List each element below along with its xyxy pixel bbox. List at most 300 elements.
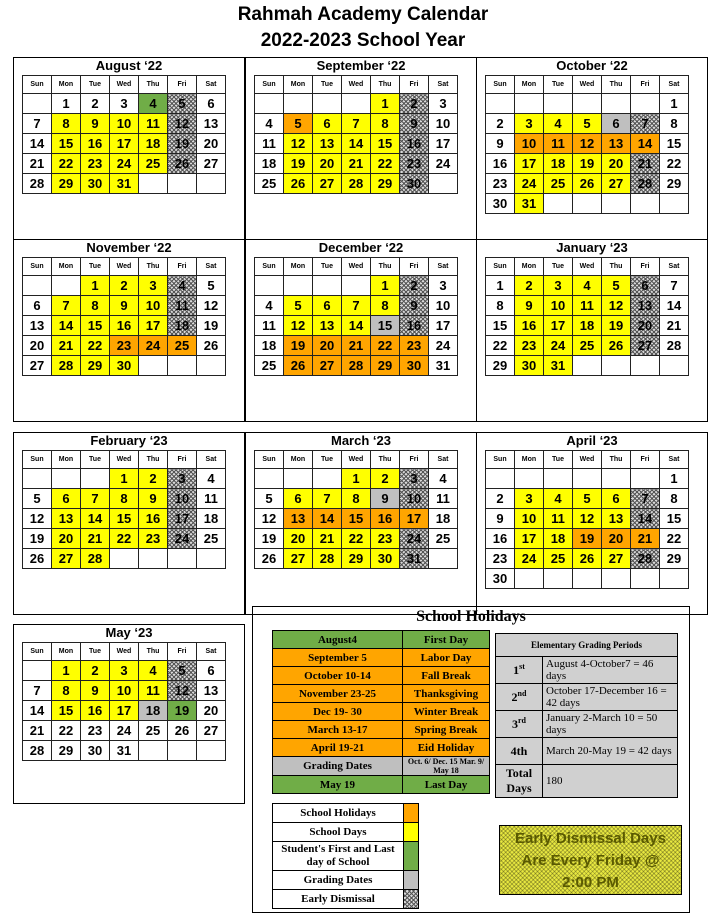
- month-title: March ‘23: [331, 433, 391, 448]
- day-cell: 7: [631, 114, 660, 134]
- holiday-name: Oct. 6/ Dec. 15 Mar. 9/ May 18: [403, 757, 490, 776]
- holiday-date: Grading Dates: [273, 757, 403, 776]
- day-cell: 6: [52, 489, 81, 509]
- month-table: [254, 257, 458, 376]
- day-cell: 11: [255, 316, 284, 336]
- month-4: [245, 239, 477, 422]
- legend-swatch: [404, 890, 419, 909]
- day-cell: 25: [197, 529, 226, 549]
- day-cell: 11: [429, 489, 458, 509]
- day-cell: [284, 94, 313, 114]
- day-cell: 19: [255, 529, 284, 549]
- grading-period-number: 3rd: [496, 711, 543, 738]
- day-cell: [23, 276, 52, 296]
- day-cell: 12: [168, 114, 197, 134]
- day-cell: 30: [81, 741, 110, 761]
- day-cell: 9: [486, 509, 515, 529]
- day-cell: 7: [313, 489, 342, 509]
- legend-label: Grading Dates: [273, 871, 404, 890]
- day-cell: 29: [660, 549, 689, 569]
- weekday-header: Tue: [544, 258, 573, 276]
- day-cell: 25: [168, 336, 197, 356]
- legend-swatch: [404, 804, 419, 823]
- day-cell: 19: [573, 154, 602, 174]
- day-cell: 18: [197, 509, 226, 529]
- day-cell: 13: [602, 509, 631, 529]
- day-cell: 7: [81, 489, 110, 509]
- day-cell: 13: [313, 316, 342, 336]
- day-cell: 17: [429, 316, 458, 336]
- day-cell: [313, 276, 342, 296]
- day-cell: 24: [515, 549, 544, 569]
- day-cell: [23, 661, 52, 681]
- day-cell: [284, 276, 313, 296]
- day-cell: 28: [313, 549, 342, 569]
- day-cell: 28: [52, 356, 81, 376]
- holiday-date: Dec 19- 30: [273, 703, 403, 721]
- day-cell: 18: [573, 316, 602, 336]
- day-cell: [515, 569, 544, 589]
- weekday-header: Fri: [631, 451, 660, 469]
- day-cell: 26: [197, 336, 226, 356]
- month-table: [22, 75, 226, 194]
- day-cell: 15: [110, 509, 139, 529]
- day-cell: 4: [573, 276, 602, 296]
- ordinal-suffix: nd: [517, 689, 527, 698]
- weekday-header: Tue: [81, 643, 110, 661]
- holiday-name: First Day: [403, 631, 490, 649]
- day-cell: 12: [284, 316, 313, 336]
- holiday-date: August4: [273, 631, 403, 649]
- day-cell: 22: [342, 529, 371, 549]
- weekday-header: Wed: [110, 258, 139, 276]
- day-cell: 25: [139, 721, 168, 741]
- legend-label: Early Dismissal: [273, 890, 404, 909]
- day-cell: 2: [81, 94, 110, 114]
- day-cell: 26: [284, 356, 313, 376]
- day-cell: [197, 741, 226, 761]
- weekday-header: Thu: [371, 76, 400, 94]
- day-cell: 15: [486, 316, 515, 336]
- day-cell: 15: [81, 316, 110, 336]
- day-cell: 20: [52, 529, 81, 549]
- day-cell: 6: [313, 296, 342, 316]
- day-cell: 17: [139, 316, 168, 336]
- day-cell: 26: [602, 336, 631, 356]
- day-cell: 10: [110, 681, 139, 701]
- day-cell: 6: [197, 661, 226, 681]
- day-cell: 8: [371, 114, 400, 134]
- day-cell: 1: [660, 469, 689, 489]
- weekday-header: Wed: [573, 76, 602, 94]
- total-days-label: Total Days: [496, 765, 543, 798]
- weekday-header: Thu: [602, 258, 631, 276]
- month-table: [485, 257, 689, 376]
- holiday-date: September 5: [273, 649, 403, 667]
- day-cell: 16: [139, 509, 168, 529]
- day-cell: 26: [168, 154, 197, 174]
- day-cell: 11: [139, 681, 168, 701]
- day-cell: [544, 469, 573, 489]
- day-cell: 13: [313, 134, 342, 154]
- day-cell: 21: [660, 316, 689, 336]
- weekday-header: Thu: [371, 258, 400, 276]
- day-cell: 17: [168, 509, 197, 529]
- day-cell: 27: [602, 174, 631, 194]
- holiday-name: Eid Holiday: [403, 739, 490, 757]
- day-cell: 19: [23, 529, 52, 549]
- day-cell: 28: [631, 174, 660, 194]
- day-cell: 10: [429, 114, 458, 134]
- day-cell: 26: [168, 721, 197, 741]
- day-cell: 25: [544, 174, 573, 194]
- holiday-date: November 23-25: [273, 685, 403, 703]
- day-cell: 25: [139, 154, 168, 174]
- grading-period-range: August 4-October7 = 46 days: [543, 657, 678, 684]
- month-1: [245, 57, 477, 240]
- day-cell: 12: [284, 134, 313, 154]
- day-cell: 15: [371, 316, 400, 336]
- day-cell: 21: [631, 529, 660, 549]
- day-cell: 8: [81, 296, 110, 316]
- month-table: [485, 450, 689, 589]
- day-cell: 31: [110, 174, 139, 194]
- day-cell: [255, 469, 284, 489]
- weekday-header: Tue: [81, 451, 110, 469]
- weekday-header: Sun: [486, 258, 515, 276]
- day-cell: 11: [139, 114, 168, 134]
- day-cell: [429, 174, 458, 194]
- day-cell: 18: [255, 336, 284, 356]
- day-cell: 7: [342, 296, 371, 316]
- day-cell: 19: [284, 154, 313, 174]
- month-table: [22, 257, 226, 376]
- month-title: January ‘23: [556, 240, 628, 255]
- day-cell: 21: [52, 336, 81, 356]
- day-cell: 8: [52, 114, 81, 134]
- day-cell: 29: [81, 356, 110, 376]
- holiday-date: May 19: [273, 776, 403, 794]
- day-cell: 5: [284, 296, 313, 316]
- day-cell: 13: [52, 509, 81, 529]
- day-cell: [139, 741, 168, 761]
- day-cell: 9: [400, 114, 429, 134]
- day-cell: 20: [602, 154, 631, 174]
- day-cell: 19: [197, 316, 226, 336]
- holiday-name: Spring Break: [403, 721, 490, 739]
- holidays-title: School Holidays: [416, 608, 526, 625]
- day-cell: 28: [631, 549, 660, 569]
- day-cell: 18: [139, 134, 168, 154]
- day-cell: 3: [544, 276, 573, 296]
- weekday-header: Wed: [110, 76, 139, 94]
- day-cell: [342, 276, 371, 296]
- day-cell: 20: [313, 336, 342, 356]
- month-title: April ‘23: [566, 433, 618, 448]
- day-cell: 17: [515, 154, 544, 174]
- day-cell: [573, 356, 602, 376]
- day-cell: 5: [197, 276, 226, 296]
- day-cell: 12: [573, 134, 602, 154]
- day-cell: 14: [313, 509, 342, 529]
- weekday-header: Mon: [284, 76, 313, 94]
- weekday-header: Sat: [660, 258, 689, 276]
- day-cell: 19: [573, 529, 602, 549]
- day-cell: [573, 94, 602, 114]
- weekday-header: Mon: [284, 258, 313, 276]
- early-line-3: 2:00 PM: [562, 874, 619, 891]
- day-cell: 26: [23, 549, 52, 569]
- day-cell: 15: [371, 134, 400, 154]
- day-cell: 25: [573, 336, 602, 356]
- weekday-header: Thu: [371, 451, 400, 469]
- day-cell: 27: [631, 336, 660, 356]
- weekday-header: Sat: [197, 258, 226, 276]
- day-cell: 5: [573, 114, 602, 134]
- weekday-header: Tue: [313, 451, 342, 469]
- day-cell: [139, 356, 168, 376]
- day-cell: 17: [515, 529, 544, 549]
- day-cell: 30: [486, 569, 515, 589]
- day-cell: 4: [255, 114, 284, 134]
- day-cell: 23: [400, 154, 429, 174]
- day-cell: 23: [81, 721, 110, 741]
- day-cell: 26: [573, 174, 602, 194]
- day-cell: 9: [110, 296, 139, 316]
- day-cell: 7: [342, 114, 371, 134]
- day-cell: [23, 469, 52, 489]
- day-cell: 23: [139, 529, 168, 549]
- day-cell: [342, 94, 371, 114]
- day-cell: 7: [23, 681, 52, 701]
- day-cell: 21: [23, 721, 52, 741]
- day-cell: [515, 469, 544, 489]
- day-cell: [110, 549, 139, 569]
- weekday-header: Sat: [197, 451, 226, 469]
- day-cell: 5: [573, 489, 602, 509]
- day-cell: [81, 469, 110, 489]
- day-cell: 27: [197, 154, 226, 174]
- weekday-header: Fri: [400, 258, 429, 276]
- early-line-2: Are Every Friday @: [521, 852, 660, 869]
- day-cell: [660, 356, 689, 376]
- day-cell: [602, 94, 631, 114]
- day-cell: 3: [515, 114, 544, 134]
- holiday-name: Last Day: [403, 776, 490, 794]
- day-cell: 24: [429, 336, 458, 356]
- grading-period-range: October 17-December 16 = 42 days: [543, 684, 678, 711]
- weekday-header: Fri: [168, 76, 197, 94]
- month-title: October ‘22: [556, 58, 628, 73]
- day-cell: 22: [371, 154, 400, 174]
- weekday-header: Sat: [429, 258, 458, 276]
- weekday-header: Sun: [23, 451, 52, 469]
- day-cell: 30: [400, 174, 429, 194]
- day-cell: 4: [139, 94, 168, 114]
- day-cell: 1: [371, 276, 400, 296]
- day-cell: 23: [110, 336, 139, 356]
- day-cell: 20: [284, 529, 313, 549]
- day-cell: 14: [342, 134, 371, 154]
- month-2: [476, 57, 708, 240]
- day-cell: [631, 569, 660, 589]
- weekday-header: Sat: [197, 76, 226, 94]
- month-5: [476, 239, 708, 422]
- weekday-header: Wed: [342, 76, 371, 94]
- day-cell: 14: [660, 296, 689, 316]
- day-cell: 9: [515, 296, 544, 316]
- day-cell: 4: [429, 469, 458, 489]
- day-cell: 24: [139, 336, 168, 356]
- day-cell: [139, 174, 168, 194]
- weekday-header: Fri: [631, 76, 660, 94]
- day-cell: 1: [52, 661, 81, 681]
- day-cell: 18: [429, 509, 458, 529]
- day-cell: 2: [110, 276, 139, 296]
- month-table: [254, 450, 458, 569]
- day-cell: 22: [371, 336, 400, 356]
- weekday-header: Mon: [515, 451, 544, 469]
- day-cell: 18: [139, 701, 168, 721]
- day-cell: 3: [110, 94, 139, 114]
- weekday-header: Fri: [168, 451, 197, 469]
- weekday-header: Tue: [313, 76, 342, 94]
- day-cell: 2: [486, 489, 515, 509]
- day-cell: 17: [110, 134, 139, 154]
- day-cell: 22: [660, 154, 689, 174]
- day-cell: 16: [400, 134, 429, 154]
- day-cell: 31: [515, 194, 544, 214]
- day-cell: 27: [23, 356, 52, 376]
- day-cell: 8: [342, 489, 371, 509]
- day-cell: 16: [486, 529, 515, 549]
- day-cell: 25: [544, 549, 573, 569]
- legend-swatch: [404, 842, 419, 871]
- day-cell: 21: [313, 529, 342, 549]
- day-cell: [631, 94, 660, 114]
- day-cell: 1: [486, 276, 515, 296]
- weekday-header: Mon: [515, 258, 544, 276]
- day-cell: 14: [342, 316, 371, 336]
- day-cell: 14: [23, 134, 52, 154]
- weekday-header: Sun: [486, 76, 515, 94]
- day-cell: 2: [371, 469, 400, 489]
- day-cell: [52, 469, 81, 489]
- day-cell: [429, 549, 458, 569]
- day-cell: 13: [23, 316, 52, 336]
- day-cell: 9: [371, 489, 400, 509]
- day-cell: 1: [342, 469, 371, 489]
- day-cell: 29: [660, 174, 689, 194]
- day-cell: 14: [631, 509, 660, 529]
- day-cell: [168, 741, 197, 761]
- day-cell: 9: [139, 489, 168, 509]
- day-cell: 2: [515, 276, 544, 296]
- weekday-header: Fri: [631, 258, 660, 276]
- day-cell: 4: [168, 276, 197, 296]
- day-cell: 18: [544, 154, 573, 174]
- day-cell: 27: [602, 549, 631, 569]
- day-cell: 11: [168, 296, 197, 316]
- day-cell: 29: [52, 174, 81, 194]
- day-cell: 27: [313, 174, 342, 194]
- grading-title: Elementary Grading Periods: [496, 634, 678, 657]
- day-cell: 8: [486, 296, 515, 316]
- legend-label: School Holidays: [273, 804, 404, 823]
- day-cell: 2: [139, 469, 168, 489]
- month-table: [254, 75, 458, 194]
- day-cell: [544, 194, 573, 214]
- day-cell: 29: [486, 356, 515, 376]
- holiday-date: April 19-21: [273, 739, 403, 757]
- day-cell: 11: [197, 489, 226, 509]
- weekday-header: Mon: [52, 643, 81, 661]
- day-cell: 3: [429, 276, 458, 296]
- day-cell: 10: [515, 509, 544, 529]
- day-cell: 14: [52, 316, 81, 336]
- day-cell: 23: [400, 336, 429, 356]
- weekday-header: Mon: [284, 451, 313, 469]
- day-cell: 29: [52, 741, 81, 761]
- day-cell: 8: [660, 114, 689, 134]
- day-cell: 13: [197, 114, 226, 134]
- day-cell: 1: [52, 94, 81, 114]
- day-cell: [631, 194, 660, 214]
- grading-period-range: March 20-May 19 = 42 days: [543, 738, 678, 765]
- day-cell: 16: [81, 134, 110, 154]
- ordinal-suffix: st: [519, 662, 525, 671]
- day-cell: 2: [81, 661, 110, 681]
- weekday-header: Thu: [139, 643, 168, 661]
- day-cell: 15: [52, 701, 81, 721]
- day-cell: 24: [429, 154, 458, 174]
- day-cell: 27: [284, 549, 313, 569]
- day-cell: [168, 549, 197, 569]
- day-cell: [168, 174, 197, 194]
- day-cell: 29: [371, 174, 400, 194]
- day-cell: 31: [429, 356, 458, 376]
- day-cell: 20: [602, 529, 631, 549]
- day-cell: 22: [52, 154, 81, 174]
- day-cell: 3: [515, 489, 544, 509]
- day-cell: 18: [168, 316, 197, 336]
- day-cell: 17: [429, 134, 458, 154]
- holiday-date: March 13-17: [273, 721, 403, 739]
- day-cell: 10: [168, 489, 197, 509]
- weekday-header: Thu: [602, 451, 631, 469]
- weekday-header: Sat: [660, 76, 689, 94]
- day-cell: 30: [371, 549, 400, 569]
- day-cell: 3: [110, 661, 139, 681]
- day-cell: 21: [342, 154, 371, 174]
- day-cell: 22: [81, 336, 110, 356]
- day-cell: 12: [255, 509, 284, 529]
- day-cell: 21: [631, 154, 660, 174]
- day-cell: [313, 469, 342, 489]
- day-cell: [631, 356, 660, 376]
- day-cell: 18: [544, 529, 573, 549]
- day-cell: [631, 469, 660, 489]
- day-cell: 9: [400, 296, 429, 316]
- weekday-header: Tue: [81, 76, 110, 94]
- weekday-header: Mon: [52, 451, 81, 469]
- day-cell: [486, 94, 515, 114]
- day-cell: 16: [81, 701, 110, 721]
- weekday-header: Thu: [139, 76, 168, 94]
- day-cell: [573, 569, 602, 589]
- day-cell: 26: [255, 549, 284, 569]
- weekday-header: Sun: [255, 258, 284, 276]
